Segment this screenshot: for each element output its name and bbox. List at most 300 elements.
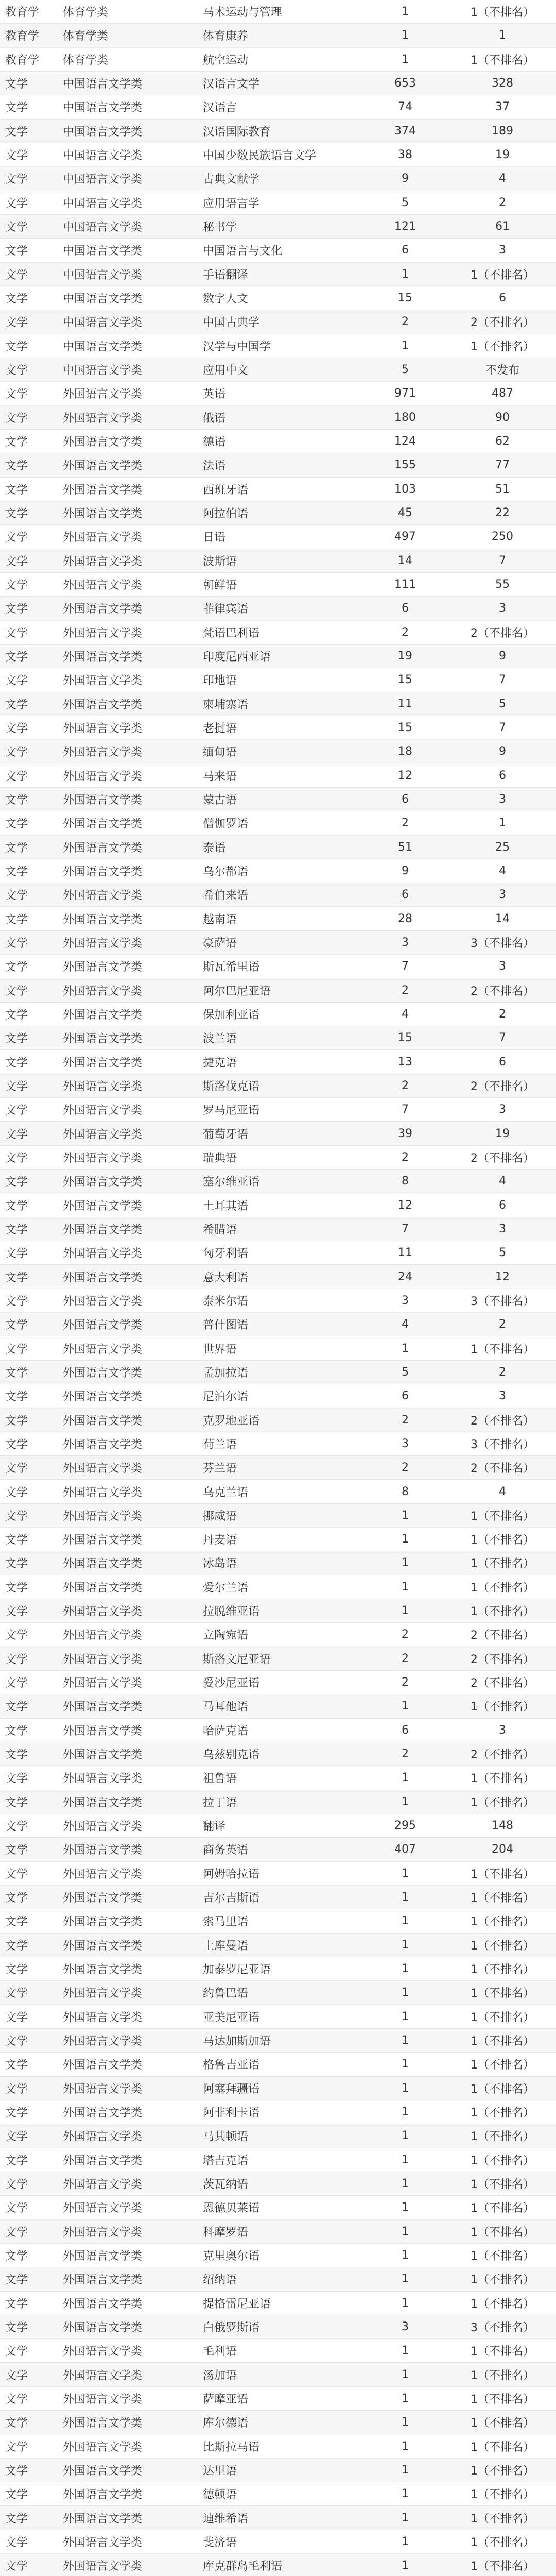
category-cell: 外国语言文学类 — [63, 2512, 143, 2526]
major-cell: 库尔德语 — [203, 2417, 249, 2430]
category-cell: 外国语言文学类 — [63, 483, 143, 497]
discipline-cell: 文学 — [5, 1438, 28, 1451]
count-cell: 2 — [402, 1461, 409, 1475]
category-cell: 外国语言文学类 — [63, 818, 143, 831]
major-cell: 马其顿语 — [203, 2130, 249, 2144]
table-row — [0, 978, 556, 1002]
category-cell: 外国语言文学类 — [63, 1128, 143, 1141]
rank-cell: 9 — [499, 745, 506, 758]
major-cell: 僧伽罗语 — [203, 818, 249, 831]
table-row — [0, 2196, 556, 2219]
table-row — [0, 239, 556, 262]
discipline-cell: 文学 — [5, 2035, 28, 2048]
category-cell: 外国语言文学类 — [63, 985, 143, 998]
discipline-cell: 文学 — [5, 1271, 28, 1284]
category-cell: 外国语言文学类 — [63, 1510, 143, 1523]
count-cell: 7 — [402, 1222, 409, 1235]
discipline-cell: 文学 — [5, 1916, 28, 1929]
table-row — [0, 1766, 556, 1790]
category-cell: 外国语言文学类 — [63, 507, 143, 521]
category-cell: 外国语言文学类 — [63, 2369, 143, 2382]
table-row — [0, 788, 556, 811]
category-cell: 外国语言文学类 — [63, 2417, 143, 2430]
count-cell: 19 — [398, 650, 412, 663]
category-cell: 外国语言文学类 — [63, 388, 143, 401]
rank-cell: 3 — [499, 888, 506, 902]
discipline-cell: 文学 — [5, 2011, 28, 2024]
category-cell: 外国语言文学类 — [63, 2107, 143, 2120]
rank-cell: 2 — [499, 1318, 506, 1331]
category-cell: 外国语言文学类 — [63, 2082, 143, 2096]
table-row — [0, 2148, 556, 2172]
rank-cell: 1（不排名） — [471, 1701, 534, 1714]
major-cell: 阿非利卡语 — [203, 2107, 260, 2120]
rank-cell: 7 — [499, 673, 506, 687]
table-row — [0, 573, 556, 597]
category-cell: 外国语言文学类 — [63, 2393, 143, 2406]
discipline-cell: 文学 — [5, 985, 28, 998]
discipline-cell: 文学 — [5, 293, 28, 306]
table-row — [0, 2434, 556, 2458]
major-cell: 中国语言与文化 — [203, 245, 283, 258]
major-cell: 柬埔寨语 — [203, 698, 249, 711]
category-cell: 外国语言文学类 — [63, 1056, 143, 1070]
table-row — [0, 191, 556, 215]
discipline-cell: 文学 — [5, 961, 28, 974]
category-cell: 外国语言文学类 — [63, 651, 143, 664]
category-cell: 中国语言文学类 — [63, 149, 143, 163]
rank-cell: 3（不排名） — [471, 1438, 534, 1451]
discipline-cell: 文学 — [5, 1772, 28, 1786]
table-row — [0, 1623, 556, 1647]
category-cell: 中国语言文学类 — [63, 245, 143, 258]
discipline-cell: 文学 — [5, 2178, 28, 2192]
table-row — [0, 1026, 556, 1050]
discipline-cell: 文学 — [5, 1128, 28, 1141]
major-cell: 爱沙尼亚语 — [203, 1677, 260, 1690]
discipline-cell: 文学 — [5, 1844, 28, 1857]
rank-cell: 2（不排名） — [471, 1080, 534, 1093]
table-row — [0, 1432, 556, 1456]
rank-cell: 77 — [495, 459, 510, 472]
rank-cell: 37 — [495, 100, 510, 114]
major-cell: 西班牙语 — [203, 483, 249, 497]
discipline-cell: 文学 — [5, 1581, 28, 1595]
discipline-cell: 文学 — [5, 818, 28, 831]
major-cell: 亚美尼亚语 — [203, 2011, 260, 2024]
table-row — [0, 358, 556, 382]
count-cell: 2 — [402, 1748, 409, 1761]
category-cell: 外国语言文学类 — [63, 2250, 143, 2263]
rank-cell: 1（不排名） — [471, 2560, 534, 2573]
major-cell: 汉语国际教育 — [203, 125, 271, 139]
major-cell: 豪萨语 — [203, 937, 237, 950]
discipline-cell: 文学 — [5, 2130, 28, 2144]
rank-cell: 6 — [499, 769, 506, 782]
discipline-cell: 文学 — [5, 125, 28, 139]
rank-cell: 9 — [499, 650, 506, 663]
table-row — [0, 1981, 556, 2005]
category-cell: 外国语言文学类 — [63, 1462, 143, 1476]
count-cell: 1 — [402, 2463, 409, 2477]
rank-cell: 55 — [495, 578, 510, 591]
table-row — [0, 2411, 556, 2434]
discipline-cell: 教育学 — [5, 54, 40, 67]
count-cell: 38 — [398, 148, 412, 162]
discipline-cell: 文学 — [5, 1892, 28, 1905]
count-cell: 51 — [398, 840, 412, 854]
table-row — [0, 597, 556, 620]
table-row — [0, 835, 556, 859]
count-cell: 6 — [402, 244, 409, 257]
count-cell: 1 — [402, 2416, 409, 2429]
major-cell: 乌尔都语 — [203, 865, 249, 878]
category-cell: 外国语言文学类 — [63, 746, 143, 759]
major-cell: 科摩罗语 — [203, 2226, 249, 2239]
category-cell: 外国语言文学类 — [63, 698, 143, 711]
rank-cell: 5 — [499, 697, 506, 710]
rank-cell: 1（不排名） — [471, 1796, 534, 1809]
rank-cell: 1（不排名） — [471, 1892, 534, 1905]
discipline-cell: 文学 — [5, 1462, 28, 1476]
count-cell: 1 — [402, 2296, 409, 2310]
category-cell: 外国语言文学类 — [63, 1892, 143, 1905]
table-row — [0, 811, 556, 835]
table-row — [0, 382, 556, 405]
major-cell: 应用语言学 — [203, 197, 260, 210]
count-cell: 1 — [402, 29, 409, 42]
table-row — [0, 645, 556, 668]
discipline-cell: 文学 — [5, 1701, 28, 1714]
discipline-cell: 文学 — [5, 364, 28, 378]
rank-cell: 2（不排名） — [471, 1677, 534, 1690]
table-row — [0, 2554, 556, 2576]
major-cell: 应用中文 — [203, 364, 249, 378]
rank-cell: 3（不排名） — [471, 937, 534, 950]
table-row — [0, 2124, 556, 2148]
discipline-cell: 文学 — [5, 1677, 28, 1690]
discipline-cell: 文学 — [5, 2512, 28, 2526]
table-row — [0, 406, 556, 430]
table-row — [0, 2292, 556, 2315]
major-cell: 印地语 — [203, 674, 237, 688]
major-cell: 保加利亚语 — [203, 1008, 260, 1022]
rank-cell: 2 — [499, 1007, 506, 1021]
category-cell: 外国语言文学类 — [63, 2536, 143, 2549]
discipline-cell: 文学 — [5, 2226, 28, 2239]
count-cell: 2 — [402, 1652, 409, 1665]
table-row — [0, 1838, 556, 1861]
count-cell: 1 — [402, 2511, 409, 2524]
table-row — [0, 955, 556, 978]
table-row — [0, 1480, 556, 1503]
major-cell: 商务英语 — [203, 1844, 249, 1857]
table-row — [0, 1790, 556, 1814]
rank-cell: 1（不排名） — [471, 2107, 534, 2120]
table-row — [0, 1289, 556, 1313]
count-cell: 653 — [394, 77, 416, 90]
rank-cell: 1（不排名） — [471, 2202, 534, 2215]
major-cell: 斯洛文尼亚语 — [203, 1653, 271, 1666]
count-cell: 5 — [402, 363, 409, 377]
table-row — [0, 1050, 556, 1074]
rank-cell: 1（不排名） — [471, 2226, 534, 2239]
rank-cell: 1（不排名） — [471, 1868, 534, 1881]
table-row — [0, 764, 556, 788]
rank-cell: 2（不排名） — [471, 985, 534, 998]
major-cell: 哈萨克语 — [203, 1724, 249, 1738]
rank-cell: 2（不排名） — [471, 1653, 534, 1666]
category-cell: 外国语言文学类 — [63, 555, 143, 568]
count-cell: 1 — [402, 1986, 409, 1999]
table-row — [0, 1384, 556, 1408]
table-row — [0, 2530, 556, 2554]
major-cell: 阿塞拜疆语 — [203, 2082, 260, 2096]
count-cell: 1 — [402, 1509, 409, 1522]
count-cell: 2 — [402, 1628, 409, 1641]
discipline-cell: 文学 — [5, 913, 28, 926]
rank-cell: 1（不排名） — [471, 1343, 534, 1356]
category-cell: 外国语言文学类 — [63, 1749, 143, 1762]
major-cell: 萨摩亚语 — [203, 2393, 249, 2406]
table-row — [0, 2172, 556, 2196]
count-cell: 4 — [402, 1318, 409, 1331]
table-row — [0, 668, 556, 692]
major-cell: 泰米尔语 — [203, 1295, 249, 1308]
table-row — [0, 1647, 556, 1671]
major-cell: 日语 — [203, 531, 226, 545]
category-cell: 外国语言文学类 — [63, 2035, 143, 2048]
count-cell: 1 — [402, 2487, 409, 2501]
rank-cell: 3 — [499, 1103, 506, 1116]
rank-cell: 1（不排名） — [471, 2082, 534, 2096]
count-cell: 2 — [402, 1413, 409, 1427]
category-cell: 外国语言文学类 — [63, 841, 143, 855]
category-cell: 外国语言文学类 — [63, 1820, 143, 1834]
discipline-cell: 文学 — [5, 2345, 28, 2359]
table-row — [0, 1456, 556, 1480]
rank-cell: 1（不排名） — [471, 2369, 534, 2382]
category-cell: 外国语言文学类 — [63, 1557, 143, 1571]
major-cell: 格鲁吉亚语 — [203, 2059, 260, 2072]
table-row — [0, 334, 556, 358]
rank-cell: 1（不排名） — [471, 6, 534, 20]
major-cell: 德语 — [203, 436, 226, 449]
rank-cell: 19 — [495, 1127, 510, 1140]
count-cell: 2 — [402, 1150, 409, 1164]
major-cell: 秘书学 — [203, 221, 237, 234]
discipline-cell: 文学 — [5, 2202, 28, 2215]
count-cell: 12 — [398, 1198, 412, 1212]
rank-cell: 6 — [499, 1055, 506, 1069]
discipline-cell: 文学 — [5, 651, 28, 664]
table-row — [0, 1146, 556, 1170]
category-cell: 外国语言文学类 — [63, 865, 143, 878]
table-row — [0, 1504, 556, 1528]
table-row — [0, 1241, 556, 1265]
discipline-cell: 教育学 — [5, 6, 40, 20]
major-cell: 约鲁巴语 — [203, 1987, 249, 2001]
rank-cell: 148 — [492, 1819, 513, 1833]
table-row — [0, 1957, 556, 1981]
category-cell: 外国语言文学类 — [63, 1176, 143, 1189]
count-cell: 11 — [398, 697, 412, 710]
rank-cell: 90 — [495, 411, 510, 424]
category-cell: 外国语言文学类 — [63, 579, 143, 592]
category-cell: 外国语言文学类 — [63, 1199, 143, 1213]
count-cell: 15 — [398, 1031, 412, 1045]
category-cell: 外国语言文学类 — [63, 2059, 143, 2072]
count-cell: 1 — [402, 2010, 409, 2023]
rank-cell: 4 — [499, 1485, 506, 1498]
major-cell: 祖鲁语 — [203, 1772, 237, 1786]
rank-cell: 7 — [499, 1031, 506, 1045]
major-cell: 体育康养 — [203, 30, 249, 43]
table-row — [0, 2029, 556, 2053]
major-cell: 俄语 — [203, 412, 226, 425]
rank-cell: 189 — [492, 124, 513, 138]
discipline-cell: 文学 — [5, 2297, 28, 2311]
table-row — [0, 1313, 556, 1336]
major-cell: 尼泊尔语 — [203, 1391, 249, 1404]
category-cell: 外国语言文学类 — [63, 1629, 143, 1642]
category-cell: 外国语言文学类 — [63, 2560, 143, 2573]
major-cell: 索马里语 — [203, 1916, 249, 1929]
major-cell: 葡萄牙语 — [203, 1128, 249, 1141]
rank-cell: 19 — [495, 148, 510, 162]
discipline-cell: 文学 — [5, 2441, 28, 2454]
discipline-cell: 文学 — [5, 2250, 28, 2263]
category-cell: 外国语言文学类 — [63, 1247, 143, 1261]
major-cell: 希伯来语 — [203, 889, 249, 903]
discipline-cell: 文学 — [5, 197, 28, 210]
count-cell: 1 — [402, 2368, 409, 2381]
table-row — [0, 72, 556, 95]
major-cell: 茨瓦纳语 — [203, 2178, 249, 2192]
category-cell: 外国语言文学类 — [63, 1151, 143, 1165]
count-cell: 1 — [402, 2559, 409, 2572]
major-cell: 汉学与中国学 — [203, 340, 271, 353]
rank-cell: 2（不排名） — [471, 1151, 534, 1165]
category-cell: 外国语言文学类 — [63, 1963, 143, 1977]
rank-cell: 1（不排名） — [471, 1605, 534, 1619]
discipline-cell: 文学 — [5, 1510, 28, 1523]
rank-cell: 3（不排名） — [471, 2321, 534, 2334]
major-cell: 丹麦语 — [203, 1534, 237, 1547]
category-cell: 外国语言文学类 — [63, 1534, 143, 1547]
discipline-cell: 文学 — [5, 1151, 28, 1165]
major-cell: 越南语 — [203, 913, 237, 926]
category-cell: 外国语言文学类 — [63, 1916, 143, 1929]
discipline-cell: 文学 — [5, 1414, 28, 1428]
count-cell: 3 — [402, 936, 409, 949]
count-cell: 497 — [394, 530, 416, 544]
discipline-cell: 文学 — [5, 1868, 28, 1881]
discipline-cell: 文学 — [5, 698, 28, 711]
category-cell: 中国语言文学类 — [63, 364, 143, 378]
count-cell: 5 — [402, 1365, 409, 1379]
count-cell: 374 — [394, 124, 416, 138]
rank-cell: 1（不排名） — [471, 1581, 534, 1595]
table-row — [0, 24, 556, 47]
table-row — [0, 740, 556, 764]
major-cell: 泰语 — [203, 841, 226, 855]
count-cell: 971 — [394, 387, 416, 400]
table-row — [0, 2363, 556, 2386]
major-cell: 瑞典语 — [203, 1151, 237, 1165]
discipline-cell: 文学 — [5, 221, 28, 234]
table-row — [0, 120, 556, 143]
discipline-cell: 文学 — [5, 2321, 28, 2334]
discipline-cell: 文学 — [5, 889, 28, 903]
table-row — [0, 692, 556, 716]
discipline-cell: 文学 — [5, 2082, 28, 2096]
rank-cell: 1（不排名） — [471, 2488, 534, 2502]
major-cell: 马术运动与管理 — [203, 6, 283, 20]
rank-cell: 2（不排名） — [471, 1414, 534, 1428]
category-cell: 外国语言文学类 — [63, 674, 143, 688]
count-cell: 1 — [402, 1533, 409, 1546]
major-cell: 波斯语 — [203, 555, 237, 568]
major-cell: 缅甸语 — [203, 746, 237, 759]
major-cell: 汉语言文学 — [203, 78, 260, 91]
rank-cell: 1（不排名） — [471, 2393, 534, 2406]
count-cell: 2 — [402, 817, 409, 830]
discipline-cell: 文学 — [5, 1605, 28, 1619]
rank-cell: 4 — [499, 864, 506, 877]
rank-cell: 1（不排名） — [471, 268, 534, 282]
discipline-cell: 文学 — [5, 1080, 28, 1093]
table-row — [0, 1098, 556, 1122]
count-cell: 1 — [402, 2273, 409, 2286]
count-cell: 6 — [402, 602, 409, 615]
table-row — [0, 525, 556, 549]
count-cell: 103 — [394, 482, 416, 496]
discipline-cell: 文学 — [5, 603, 28, 616]
category-cell: 外国语言文学类 — [63, 2297, 143, 2311]
category-cell: 中国语言文学类 — [63, 340, 143, 353]
discipline-cell: 文学 — [5, 2107, 28, 2120]
rank-cell: 1（不排名） — [471, 2250, 534, 2263]
category-cell: 外国语言文学类 — [63, 2345, 143, 2359]
table-row — [0, 1742, 556, 1766]
category-cell: 外国语言文学类 — [63, 436, 143, 449]
major-cell: 汉语言 — [203, 101, 237, 115]
discipline-cell: 文学 — [5, 1223, 28, 1236]
category-cell: 外国语言文学类 — [63, 889, 143, 903]
table-row — [0, 883, 556, 907]
rank-cell: 1（不排名） — [471, 54, 534, 67]
rank-cell: 250 — [492, 530, 513, 544]
count-cell: 124 — [394, 435, 416, 448]
major-cell: 土库曼语 — [203, 1939, 249, 1953]
discipline-cell: 文学 — [5, 483, 28, 497]
major-cell: 英语 — [203, 388, 226, 401]
discipline-cell: 文学 — [5, 173, 28, 187]
discipline-cell: 文学 — [5, 865, 28, 878]
rank-cell: 2（不排名） — [471, 1462, 534, 1476]
table-row — [0, 1814, 556, 1838]
count-cell: 9 — [402, 864, 409, 877]
count-cell: 6 — [402, 1389, 409, 1403]
major-cell: 立陶宛语 — [203, 1629, 249, 1642]
major-cell: 孟加拉语 — [203, 1366, 249, 1380]
discipline-cell: 文学 — [5, 316, 28, 330]
rank-cell: 1（不排名） — [471, 2011, 534, 2024]
rank-cell: 62 — [495, 435, 510, 448]
count-cell: 1 — [402, 1342, 409, 1355]
rank-cell: 2（不排名） — [471, 1629, 534, 1642]
